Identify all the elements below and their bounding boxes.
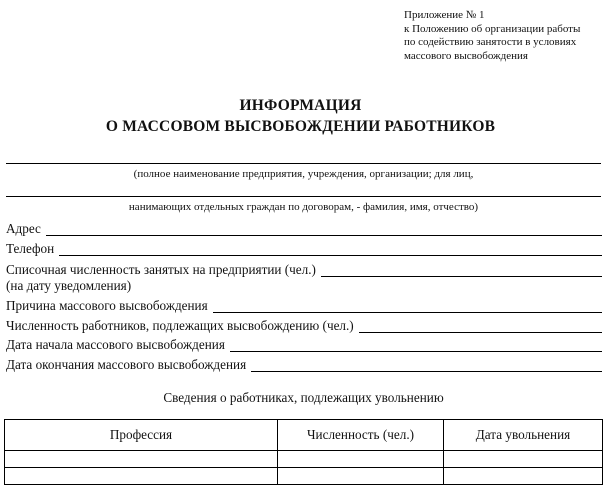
appendix-line-3: по содействию занятости в условиях: [404, 36, 577, 48]
table-cell[interactable]: [5, 468, 278, 485]
table-cell[interactable]: [444, 468, 603, 485]
appendix-note: [404, 9, 604, 63]
headcount-note: (на дату уведомления): [6, 278, 132, 293]
employees-table: [4, 419, 603, 485]
address-label: Адрес: [6, 221, 41, 236]
address-field[interactable]: [6, 218, 602, 236]
appendix-line-4: массового высвобождения: [404, 49, 528, 62]
table-cell[interactable]: [278, 451, 444, 468]
organization-hint-1: (полное наименование предприятия, учреждения, организации; для лиц,: [133, 168, 474, 180]
reason-input-line[interactable]: [213, 300, 602, 313]
start-date-field[interactable]: [6, 334, 602, 352]
address-input-line[interactable]: [46, 223, 602, 236]
headcount-field[interactable]: [6, 259, 602, 277]
released-count-label: Численность работников, подлежащих высвобождению (чел.): [6, 318, 354, 333]
phone-label: Телефон: [6, 241, 55, 256]
organization-name-line[interactable]: [6, 163, 601, 164]
document-subtitle: О МАССОВОМ ВЫСВОБОЖДЕНИИ РАБОТНИКОВ: [105, 118, 496, 135]
reason-label: Причина массового высвобождения: [6, 298, 208, 313]
headcount-input-line[interactable]: [321, 264, 602, 277]
table-row: [5, 451, 603, 468]
table-cell[interactable]: [5, 451, 278, 468]
released-count-field[interactable]: [6, 315, 602, 333]
document-title: ИНФОРМАЦИЯ: [239, 97, 362, 114]
column-header-count: Численность (чел.): [278, 420, 444, 451]
end-date-input-line[interactable]: [251, 359, 602, 372]
table-row: [5, 468, 603, 485]
organization-hint-2: нанимающих отдельных граждан по договорам, - фамилия, имя, отчество): [128, 201, 479, 213]
table-cell[interactable]: [278, 468, 444, 485]
end-date-field[interactable]: [6, 354, 602, 372]
table-header-row: [5, 420, 603, 451]
column-header-profession: Профессия: [5, 420, 278, 451]
reason-field[interactable]: [6, 295, 602, 313]
organization-name-line-2[interactable]: [6, 196, 601, 197]
headcount-label: Списочная численность занятых на предприятии (чел.): [6, 262, 316, 277]
appendix-line-1: Приложение № 1: [404, 9, 485, 21]
appendix-line-2: к Положению об организации работы: [404, 22, 581, 35]
released-count-input-line[interactable]: [359, 320, 602, 333]
start-date-label: Дата начала массового высвобождения: [6, 337, 225, 352]
phone-field[interactable]: [6, 238, 602, 256]
end-date-label: Дата окончания массового высвобождения: [6, 357, 247, 372]
start-date-input-line[interactable]: [230, 339, 602, 352]
table-heading: Сведения о работниках, подлежащих увольнению: [163, 390, 444, 405]
table-cell[interactable]: [444, 451, 603, 468]
phone-input-line[interactable]: [59, 243, 602, 256]
column-header-dismissal-date: Дата увольнения: [444, 420, 603, 451]
